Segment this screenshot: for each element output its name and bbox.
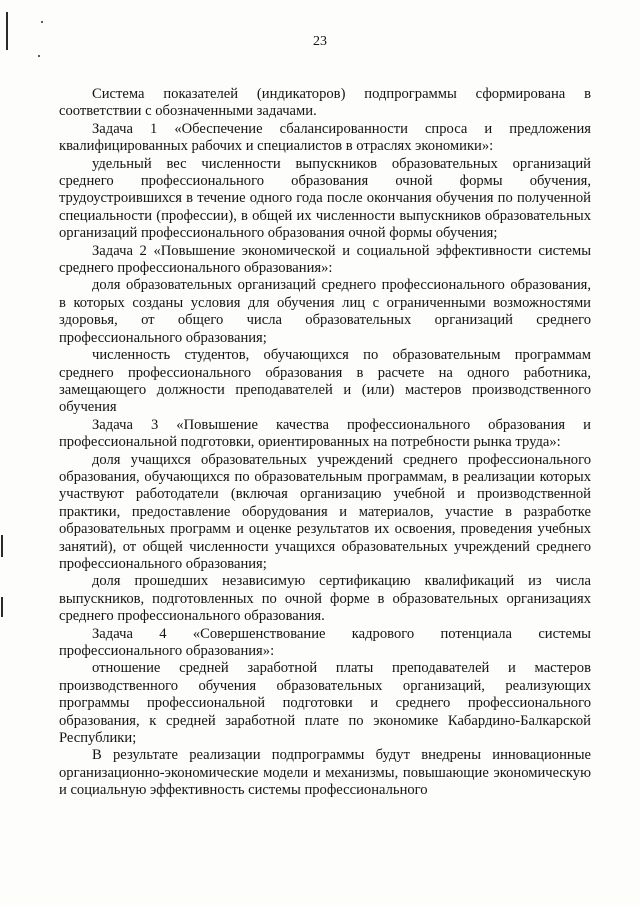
paragraph-intro: Система показателей (индикаторов) подпрограммы сформирована в соответствии с обозначенными задачами. — [59, 86, 591, 120]
page-number: 23 — [313, 34, 327, 49]
paragraph-task-3-indicator-1: доля учащихся образовательных учреждений среднего профессионального образования, обучающихся по образовательным программам, в реализации которых участвуют работодатели (включая организацию учебной и производственной практики, предоставление оборудования и материалов, участие в разработке образовательных программ и оценке результатов их освоения, проведения учебных занятий), от общей численности учащихся образовательных учреждений среднего профессионального образования; — [59, 451, 591, 572]
scan-dot-mark — [38, 55, 40, 57]
paragraph-task-2-indicator-1: доля образовательных организаций среднего профессионального образования, в которых созданы условия для обучения лиц с ограниченными возможностями здоровья, от общего числа образовательных организаций среднего профессионального образования; — [59, 277, 591, 346]
scan-edge-mark-lower — [1, 597, 3, 617]
scan-dot-mark — [41, 21, 43, 23]
paragraph-task-2-indicator-2: численность студентов, обучающихся по образовательным программам среднего профессионального образования в расчете на одного работника, замещающего должности преподавателей и (или) мастеров производственного обучения — [59, 347, 591, 416]
paragraph-task-2-heading: Задача 2 «Повышение экономической и социальной эффективности системы среднего профессионального образования»: — [59, 242, 591, 277]
paragraph-task-1-indicator: удельный вес численности выпускников образовательных организаций среднего профессионального образования очной формы обучения, трудоустроившихся в течение одного года после окончания обучения по полученной специальности (профессии), в общей их численности выпускников образовательных организаций профессионального образования очной формы обучения; — [59, 155, 591, 242]
paragraph-task-1-heading: Задача 1 «Обеспечение сбалансированности спроса и предложения квалифицированных рабочих и специалистов в отраслях экономики»: — [59, 120, 591, 155]
document-body — [59, 86, 591, 800]
paragraph-task-4-heading: Задача 4 «Совершенствование кадрового потенциала системы профессионального образования»: — [59, 625, 591, 659]
scan-edge-mark-middle — [1, 535, 3, 557]
paragraph-task-3-heading: Задача 3 «Повышение качества профессионального образования и профессиональной подготовки, ориентированных на потребности рынка труда»: — [59, 416, 591, 451]
paragraph-task-4-indicator: отношение средней заработной платы преподавателей и мастеров производственного обучения образовательных организаций, реализующих программы профессиональной подготовки и среднего профессионального образования, к средней заработной плате по экономике Кабардино-Балкарской Республики; — [59, 660, 591, 747]
paragraph-task-3-indicator-2: доля прошедших независимую сертификацию квалификаций из числа выпускников, подготовленных по очной форме в образовательных организациях среднего профессионального образования. — [59, 573, 591, 625]
paragraph-results: В результате реализации подпрограммы будут внедрены инновационные организационно-экономические модели и механизмы, повышающие экономическую и социальную эффективность системы профессионального — [59, 747, 591, 799]
